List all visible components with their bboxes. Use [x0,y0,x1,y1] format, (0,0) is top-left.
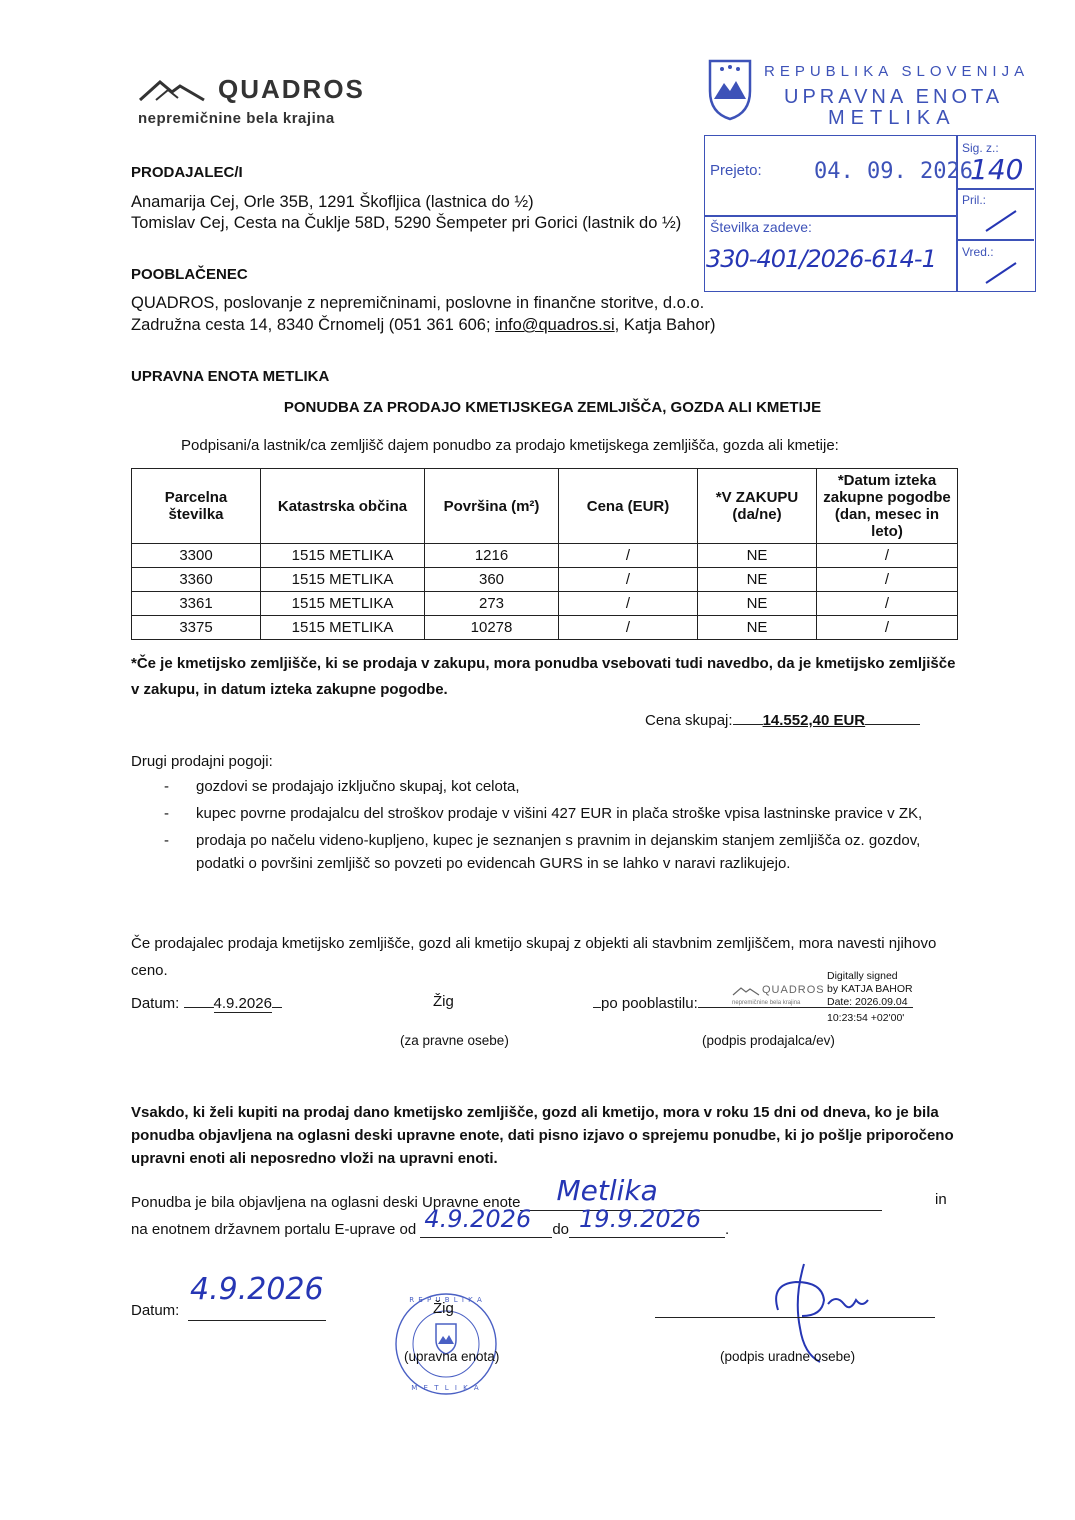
leased-cell: NE [698,616,817,640]
digital-sig-line-1: Digitally signed [827,970,898,982]
digital-sig-line-4: 10:23:54 +02'00' [827,1012,905,1024]
cadastral-cell: 1515 METLIKA [261,592,425,616]
digital-sig-logo-tagline: nepremičnine bela krajina [732,1000,801,1006]
publication-to-label: do [552,1221,570,1238]
official-date-value: 4.9.2026 [190,1272,324,1307]
lease-expiry-cell: / [817,544,958,568]
table-row [132,616,958,640]
publication-to-date: 19.9.2026 [579,1205,702,1233]
coat-of-arms-icon [706,57,754,121]
agent-address: Zadružna cesta 14, 8340 Črnomelj (051 361 606; [131,316,496,334]
lease-expiry-cell: / [817,616,958,640]
parcel-number-cell: 3375 [132,616,261,640]
stamp-town: METLIKA [828,107,956,129]
cadastral-cell: 1515 METLIKA [261,616,425,640]
stamp-sig-value: 140 [970,153,1024,186]
col-leased: *V ZAKUPU (da/ne) [698,469,817,544]
agent-email-link[interactable]: info@quadros.si [495,316,615,334]
stamp-sig-label: Sig. z.: [962,141,999,155]
table-row [132,568,958,592]
publication-line-2: na enotnem državnem portalu E-uprave od 4.9.2026 do 19.9.2026 . [131,1205,730,1238]
seller-line-2: Tomislav Cej, Cesta na Čuklje 58D, 5290 Šempeter pri Gorici (lastnik do ½) [131,214,682,232]
stamp-received-label: Prejeto: [710,162,762,179]
area-cell: 10278 [425,616,559,640]
price-cell: / [559,616,698,640]
mountain-logo-icon [732,986,760,996]
office-heading: UPRAVNA ENOTA METLIKA [131,368,330,385]
digital-sig-line-2: by KATJA BAHOR [827,983,913,995]
stamp-attach-label: Pril.: [962,193,986,207]
publication-from-date: 4.9.2026 [424,1205,532,1233]
leased-cell: NE [698,592,817,616]
parcel-number-cell: 3300 [132,544,261,568]
table-header-row [132,469,958,544]
stamp-office: UPRAVNA ENOTA [784,86,1004,108]
stamp-value-label: Vred.: [962,245,994,259]
digital-sig-line-3: Date: 2026.09.04 [827,996,908,1008]
logo-wordmark: QUADROS [218,74,365,104]
parcel-number-cell: 3361 [132,592,261,616]
receipt-stamp [704,55,1039,295]
digital-sig-logo: QUADROS [762,984,825,996]
publication-place: Metlika [556,1174,658,1207]
col-price: Cena (EUR) [559,469,698,544]
leased-cell: NE [698,568,817,592]
agent-heading: POOBLAČENEC [131,266,248,283]
lease-note: *Če je kmetijsko zemljišče, ki se prodaja v zakupu, mora ponudba vsebovati tudi navedbo, da je kmetijsko zemljišče v zakupu, in datum izteka zakupne pogodbe. [131,655,956,698]
mountain-logo-icon [138,78,206,102]
conditions-list [160,775,930,879]
price-cell: / [559,544,698,568]
seller-seal-caption: (za pravne osebe) [400,1033,509,1048]
conditions-heading: Drugi prodajni pogoji: [131,753,273,770]
seller-heading: PRODAJALEC/I [131,164,243,181]
col-cadastral-municipality: Katastrska občina [261,469,425,544]
document-title: PONUDBA ZA PRODAJO KMETIJSKEGA ZEMLJIŠČA, GOZDA ALI KMETIJE [283,399,822,416]
total-label: Cena skupaj: [645,712,733,729]
objects-note: Če prodajalec prodaja kmetijsko zemljišče, gozd ali kmetijo skupaj z objekti ali stavbnim zemljiščem, mora navesti njihovo ceno. [131,935,937,979]
publication-text: Ponudba je bila objavljena na oglasni deski Upravne enote [131,1194,521,1211]
stamp-received-date: 04. 09. 2026 [814,159,973,184]
cadastral-cell: 1515 METLIKA [261,568,425,592]
price-cell: / [559,568,698,592]
lease-expiry-cell: / [817,568,958,592]
col-parcel-number: Parcelna številka [132,469,261,544]
table-row [132,544,958,568]
agent-contact: , Katja Bahor) [614,316,716,334]
area-cell: 1216 [425,544,559,568]
official-sign-caption: (podpis uradne osebe) [720,1349,856,1364]
intro-text: Podpisani/a lastnik/ca zemljišč dajem ponudbo za prodajo kmetijskega zemljišča, gozda ali kmetije: [181,437,839,454]
seller-date-label: Datum: [131,995,180,1012]
company-logo [138,72,398,132]
area-cell: 360 [425,568,559,592]
digital-signature [732,970,922,1030]
stamp-republic: REPUBLIKA SLOVENIJA [764,63,1030,80]
stamp-case-value: 330-401/2026-614-1 [706,245,936,273]
total-price [645,712,920,729]
svg-text:R E P U B L I K A: R E P U B L I K A [409,1296,483,1304]
price-cell: / [559,592,698,616]
seller-date [131,995,282,1012]
official-date-label: Datum: [131,1302,180,1319]
col-area: Površina (m²) [425,469,559,544]
parcel-number-cell: 3360 [132,568,261,592]
area-cell: 273 [425,592,559,616]
logo-tagline: nepremičnine bela krajina [138,110,335,127]
col-lease-expiry: *Datum izteka zakupne pogodbe (dan, mesec in leto) [817,469,958,544]
leased-cell: NE [698,544,817,568]
agent-line-1: QUADROS, poslovanje z nepremičninami, poslovne in finančne storitve, d.o.o. [131,294,705,312]
table-row [132,592,958,616]
value-dash-mark [982,257,1022,287]
lease-expiry-cell: / [817,592,958,616]
stamp-case-label: Številka zadeve: [710,219,812,235]
seller-date-value: 4.9.2026 [213,995,272,1012]
agent-line-2 [131,316,716,335]
svg-text:M E T L I K A: M E T L I K A [411,1384,481,1392]
acceptance-note: Vsakdo, ki želi kupiti na prodaj dano kmetijsko zemljišče, gozd ali kmetijo, mora v roku 15 dni od dneva, ko je bila ponudba objavljena na oglasni deski upravne enote, dati pisno izjavo o sprejemu ponudbe, ki jo pošlje priporočeno upravni enoti ali neposredno vloži na upravni enoti. [131,1104,954,1167]
list-item: - prodaja po načelu videno-kupljeno, kupec je seznanjen s pravnim in dejanskim stanjem zemljišča oz. gozdov, podatki o površini zemljišč so povzeti po evidencah GURS in se lahko v naravi razlikujejo. [160,829,930,875]
cadastral-cell: 1515 METLIKA [261,544,425,568]
parcels-table [131,468,958,640]
publication-portal-text: na enotnem državnem portalu E-uprave od [131,1221,417,1238]
total-value: 14.552,40 EUR [762,712,866,729]
seller-sign-caption: (podpis prodajalca/ev) [702,1033,835,1048]
list-item: - kupec povrne prodajalcu del stroškov prodaje v višini 427 EUR in plača stroške vpisa lastninske pravice v ZK, [160,802,930,825]
official-seal-caption: (upravna enota) [404,1349,500,1364]
seller-line-1: Anamarija Cej, Orle 35B, 1291 Škofljica (lastnica do ½) [131,193,534,211]
proxy-label: po pooblastilu: [593,995,913,1012]
attach-dash-mark [982,205,1022,235]
list-item: - gozdovi se prodajajo izključno skupaj, kot celota, [160,775,930,798]
seller-seal-label: Žig [433,993,454,1010]
official-seal-label: Žig [433,1300,454,1317]
publication-in: in [935,1191,947,1208]
